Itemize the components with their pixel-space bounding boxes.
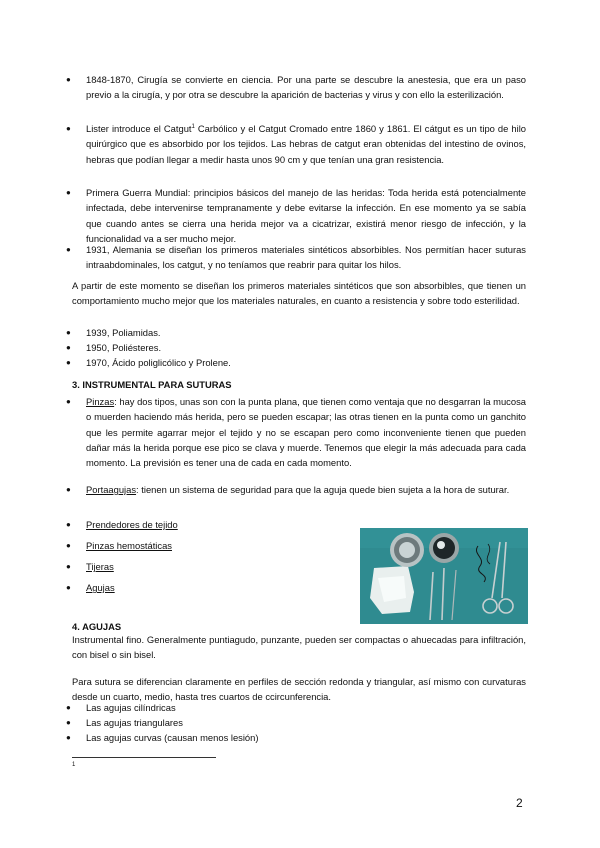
pinzas-description: : hay dos tipos, unas son con la punta plana, que tienen como ventaja que no desgarran la mucosa o muerden haciendo más herida, pero se pueden escapar; las otras tienen en la punta como un ganchito que les permite agarrar mejor el tejido y no se escapan pero como inconveniente tienen que pueden dañar más la herida porque ese pico se clava y muerde. Tenemos que elegir la más adecuada para cada momento. La previsión es tener una de cada en cada momento. bbox=[86, 396, 526, 469]
pinzas-term: Pinzas bbox=[86, 396, 115, 407]
lister-text-start: Lister introduce el Catgut bbox=[86, 123, 192, 134]
footnote-separator bbox=[72, 757, 216, 758]
needle-type: ● Las agujas cilíndricas bbox=[86, 700, 526, 715]
material-item: ● 1950, Poliésteres. bbox=[86, 340, 526, 355]
synthetic-materials-paragraph: A partir de este momento se diseñan los primeros materiales sintéticos que son absorbibles, que tienen un comportamiento mucho mejor que los materiales naturales, en cuanto a resistencia y sobre todo esterilidad. bbox=[72, 280, 526, 307]
needle-type: ● Las agujas triangulares bbox=[86, 715, 526, 730]
history-bullet-1848: ● 1848-1870, Cirugía se convierte en ciencia. Por una parte se descubre la anestesia, que era un paso previo a la cirugía, y por otra se descubre la aparición de bacterias y virus y con ello la esterilización. bbox=[86, 72, 526, 103]
needles-intro-paragraph: Instrumental fino. Generalmente puntiagudo, punzante, pueden ser compactas o ahuecadas para infiltración, con bisel o sin bisel. bbox=[72, 634, 526, 661]
portaagujas-term: Portaagujas bbox=[86, 484, 137, 495]
history-bullet-1931: ● 1931, Alemania se diseñan los primeros materiales sintéticos absorbibles. Nos permitían hacer suturas intraabdominales, los catgut, y no teníamos que reabrir para quitar los hilos. bbox=[86, 242, 526, 273]
instrument-item: ● Prendedores de tejido bbox=[86, 517, 178, 532]
material-item: ● 1939, Poliamidas. bbox=[86, 325, 526, 340]
instrument-item: ● Agujas bbox=[86, 580, 115, 595]
section-3-heading: 3. INSTRUMENTAL PARA SUTURAS bbox=[72, 379, 232, 390]
lister-text-rest: Carbólico y el Catgut Cromado entre 1860 y 1861. El cátgut es un tipo de hilo quirúrgico que es absorbido por los tejidos. Las hebras de catgut eran obtenidas del intestino de ovinos, hebras que podían llegar a medir hasta unos 90 cm y que tenían una gran resistencia. bbox=[86, 123, 526, 165]
instrument-item: ● Tijeras bbox=[86, 559, 114, 574]
section-4-heading: 4. AGUJAS bbox=[72, 621, 122, 632]
surgical-instruments-photo bbox=[360, 528, 528, 624]
footnote-marker: 1 bbox=[72, 762, 76, 768]
needle-type: ● Las agujas curvas (causan menos lesión) bbox=[86, 730, 526, 745]
material-item: ● 1970, Ácido poliglicólico y Prolene. bbox=[86, 355, 526, 370]
page-number: 2 bbox=[516, 796, 523, 810]
footnote-reference: 1 bbox=[191, 123, 195, 130]
portaagujas-description: : tienen un sistema de seguridad para que la aguja quede bien sujeta a la hora de suturar. bbox=[136, 484, 510, 495]
instruments-illustration bbox=[360, 528, 528, 624]
history-bullet-lister bbox=[86, 121, 526, 167]
needles-profile-paragraph: Para sutura se diferencian claramente en perfiles de sección redonda y triangular, así mismo con curvaturas desde un cuarto, medio, hasta tres cuartos de ccircunferencia. bbox=[72, 676, 526, 703]
history-bullet-wwi: ● Primera Guerra Mundial: principios básicos del manejo de las heridas: Toda herida está potencialmente infectada, debe intervenirse tempranamente y debe evitarse la infección. En ese momento ya se sabía que cuando antes se cierra una herida mejor va a cicatrizar, existirá menor riesgo de infección, y la funcionalidad va a ser mucho mejor. bbox=[86, 185, 526, 246]
instrument-pinzas bbox=[86, 394, 526, 470]
instrument-item: ● Pinzas hemostáticas bbox=[86, 538, 172, 553]
instrument-portaagujas bbox=[86, 482, 526, 497]
